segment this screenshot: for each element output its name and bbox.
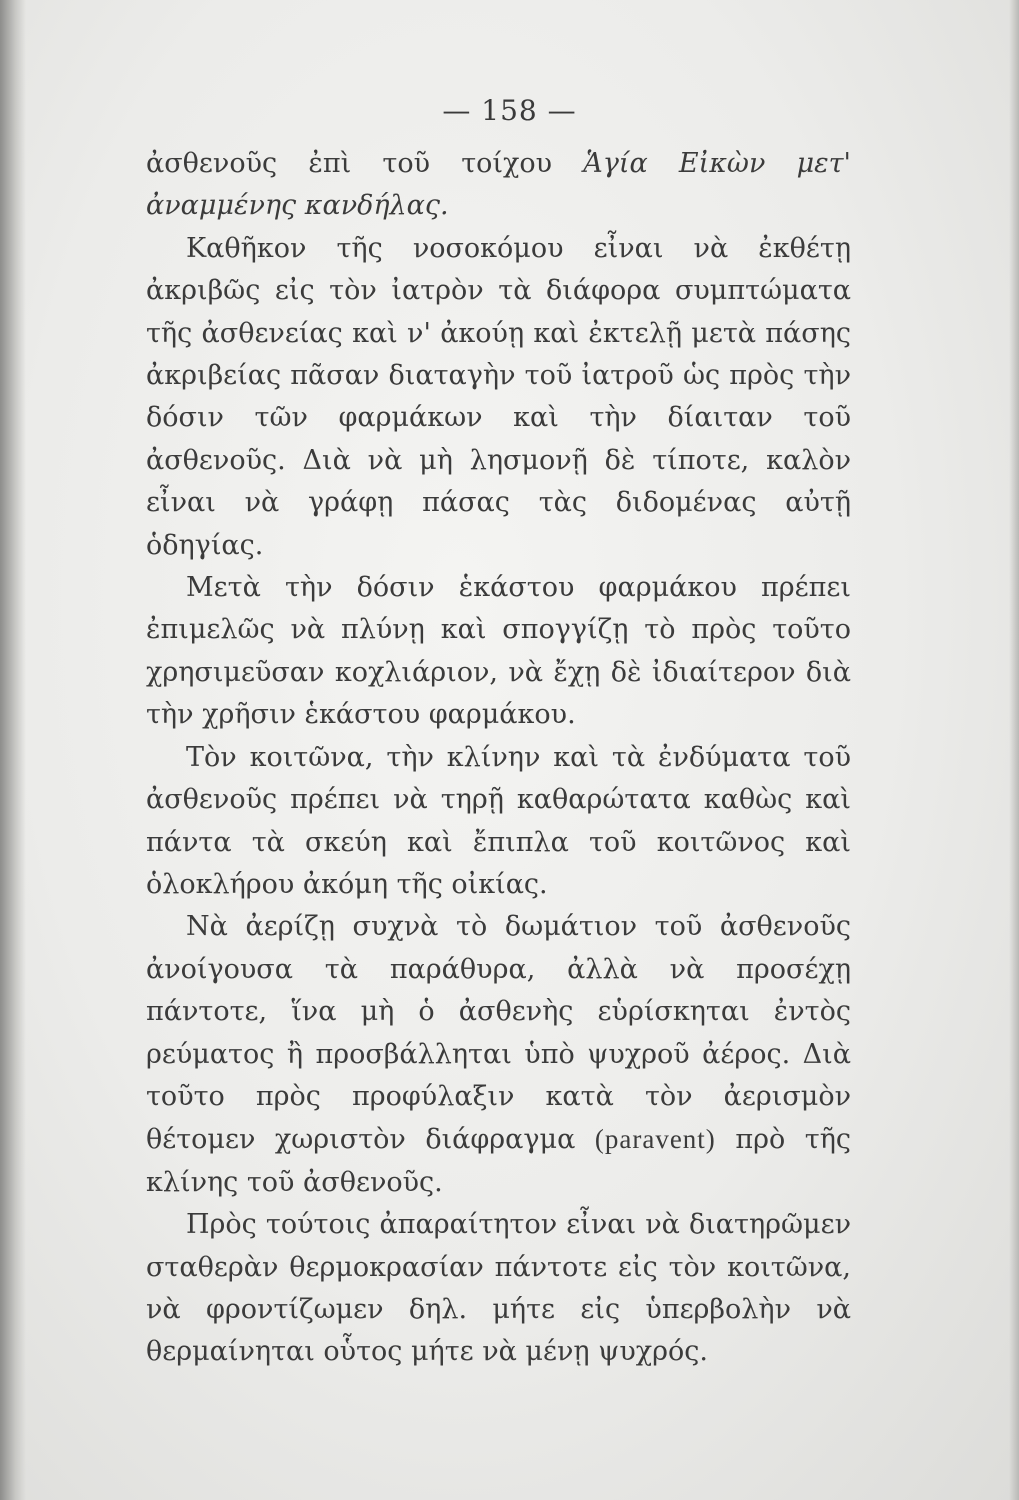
paragraph-5-text-end: πρὸ τῆς κλίνης τοῦ ἀσθενοῦς. (146, 1124, 851, 1198)
paragraph-3: Μετὰ τὴν δόσιν ἑκάστου φαρμάκου πρέπει ἐπιμελῶς νὰ πλύνῃ καὶ σπογγίζῃ τὸ πρὸς τοῦτο χρησιμεῦσαν κοχλιάριον, νὰ ἔχῃ δὲ ἰδιαίτερον διὰ τὴν χρῆσιν ἑκάστου φαρμάκου. (146, 572, 851, 731)
paragraph-5-text: Νὰ ἀερίζῃ συχνὰ τὸ δωμάτιον τοῦ ἀσθενοῦς ἀνοίγουσα τὰ παράθυρα, ἀλλὰ νὰ προσέχῃ πάντοτε, ἵνα μὴ ὁ ἀσθενὴς εὑρίσκηται ἐντὸς ρεύματος ἢ προσβάλληται ὑπὸ ψυχροῦ ἀέρος. Διὰ τοῦτο πρὸς προφύλαξιν κατὰ τὸν ἀερισμὸν θέτομεν χωριστὸν διάφραγμα (146, 911, 851, 1156)
page-number: — 158 — (442, 94, 577, 127)
paragraph-2: Καθῆκον τῆς νοσοκόμου εἶναι νὰ ἐκθέτῃ ἀκριβῶς εἰς τὸν ἰατρὸν τὰ διάφορα συμπτώματα τῆς ἀσθενείας καὶ ν' ἀκούῃ καὶ ἐκτελῇ μετὰ πάσης ἀκριβείας πᾶσαν διαταγὴν τοῦ ἰατροῦ ὡς πρὸς τὴν δόσιν τῶν φαρμάκων καὶ τὴν δίαιταν τοῦ ἀσθενοῦς. Διὰ νὰ μὴ λησμονῇ δὲ τίποτε, καλὸν εἶναι νὰ γράφῃ πάσας τὰς διδομένας αὐτῇ ὁδηγίας. (146, 232, 851, 561)
paragraph-1 (146, 143, 851, 228)
paragraph-6: Πρὸς τούτοις ἀπαραίτητον εἶναι νὰ διατηρῶμεν σταθερὰν θερμοκρασίαν πάντοτε εἰς τὸν κοιτῶνα, νὰ φροντίζωμεν δηλ. μήτε εἰς ὑπερβολὴν νὰ θερμαίνηται οὗτος μήτε νὰ μένῃ ψυχρός. (146, 1209, 851, 1368)
body-text (146, 143, 851, 1374)
paragraph-1-italic-text: Ἁγία Εἰκὼν μετ' ἀναμμένης κανδήλας. (146, 148, 851, 222)
paragraph-5-latin-term: (paravent) (594, 1124, 716, 1155)
paragraph-1-text: ἀσθενοῦς ἐπὶ τοῦ τοίχου (146, 148, 584, 179)
paragraph-4: Τὸν κοιτῶνα, τὴν κλίνην καὶ τὰ ἐνδύματα τοῦ ἀσθενοῦς πρέπει νὰ τηρῇ καθαρώτατα καθὼς καὶ πάντα τὰ σκεύη καὶ ἔπιπλα τοῦ κοιτῶνος καὶ ὁλοκλήρου ἀκόμη τῆς οἰκίας. (146, 741, 851, 900)
paragraph-5 (146, 906, 851, 1204)
page-gutter-shadow (0, 0, 26, 1500)
page-edge (1009, 0, 1019, 1500)
